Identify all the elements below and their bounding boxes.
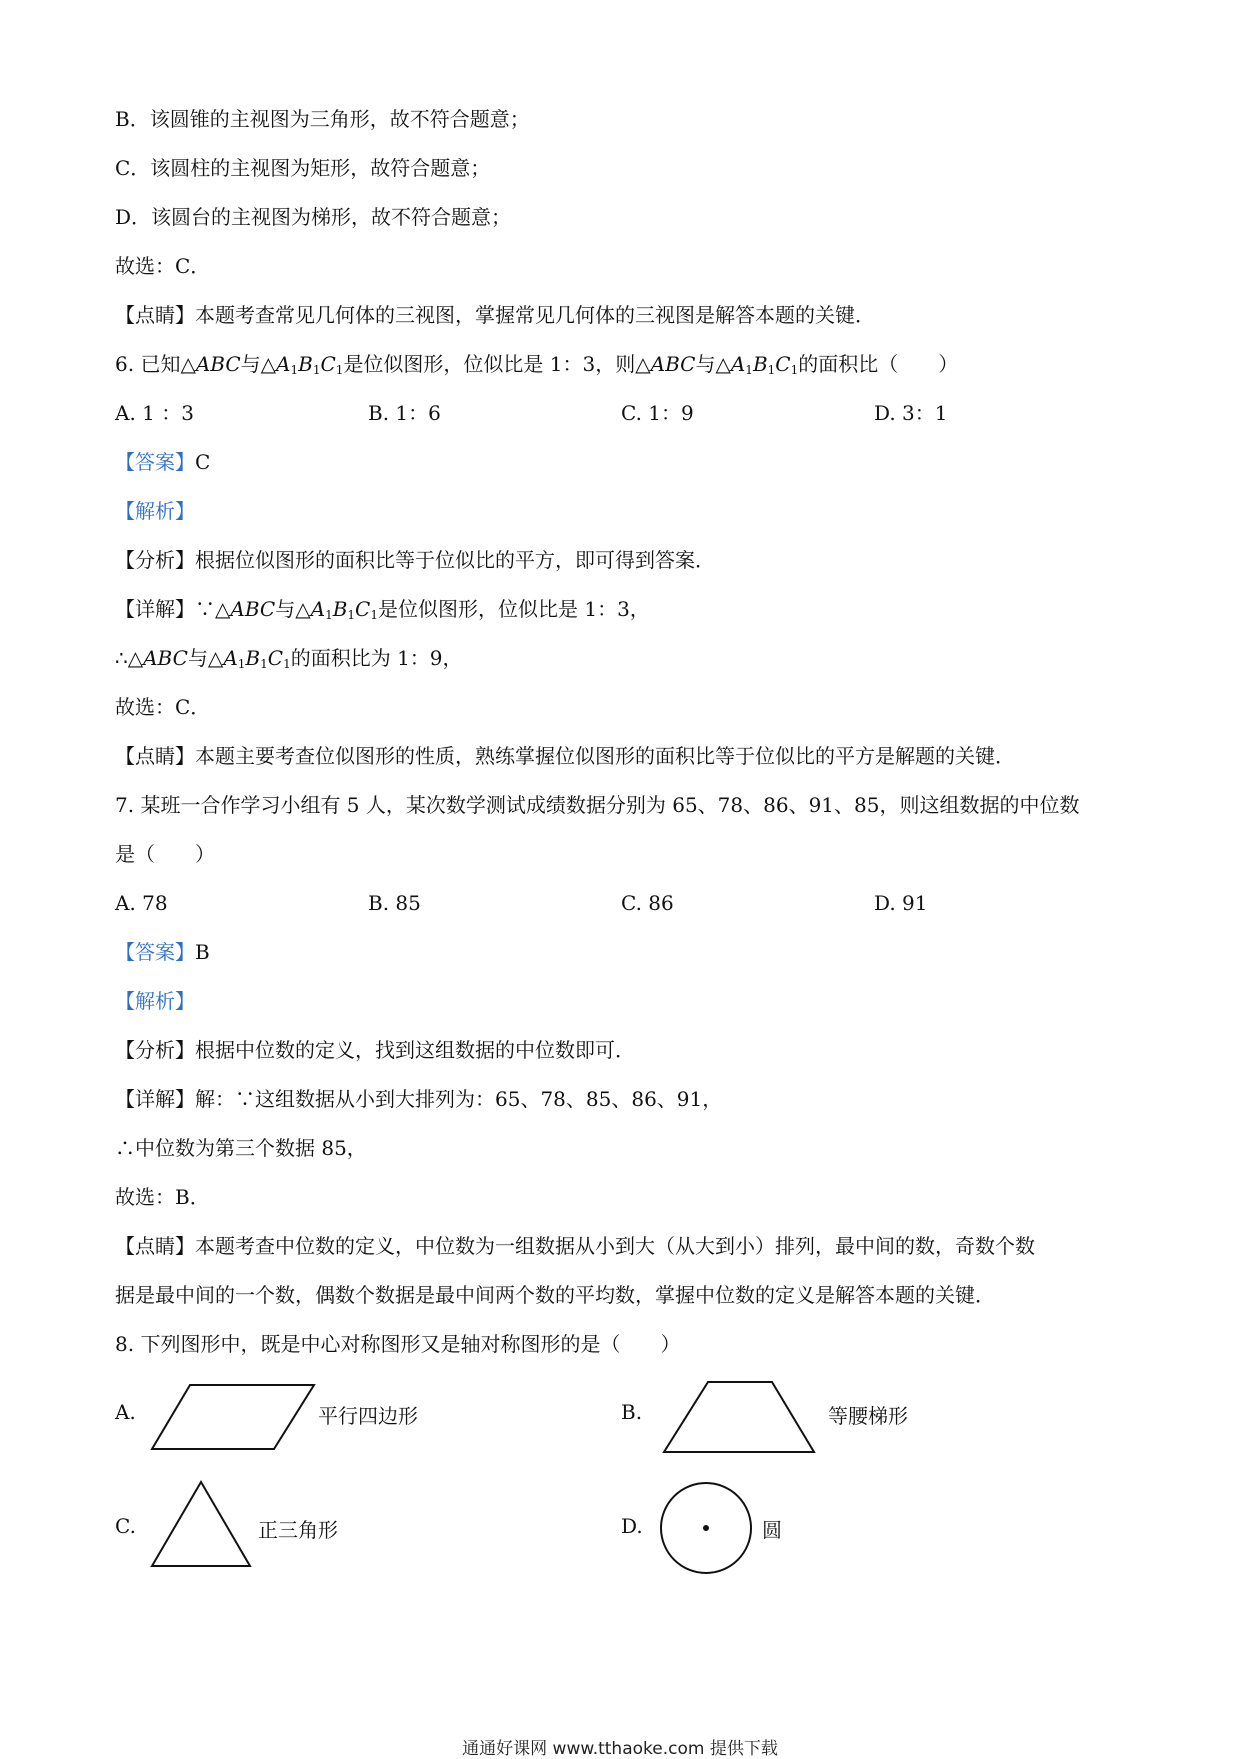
- q7-analysis-label: 【解析】: [115, 989, 195, 1013]
- q7-option-c: C. 86: [621, 891, 674, 915]
- q8-option-a-letter: A.: [115, 1400, 136, 1424]
- equilateral-triangle-figure: [150, 1480, 254, 1570]
- q6-analysis-label: 【解析】: [115, 499, 195, 523]
- q7-comment-line2: 据是最中间的一个数，偶数个数据是最中间两个数的平均数，掌握中位数的定义是解答本题的关键．: [115, 1283, 995, 1307]
- q8-option-b-letter: B.: [621, 1400, 643, 1424]
- q7-option-b: B. 85: [368, 891, 421, 915]
- q8-option-c-letter: C.: [115, 1514, 136, 1538]
- page-footer: 通通好课网 www.tthaoke.com 提供下载: [462, 1739, 778, 1759]
- q7-stem-line2: 是（ ）: [115, 842, 215, 866]
- q8-option-d-letter: D.: [621, 1514, 643, 1538]
- q7-option-d: D. 91: [874, 891, 928, 915]
- circle-figure: [658, 1480, 754, 1576]
- q7-analysis: 【分析】根据中位数的定义，找到这组数据的中位数即可．: [115, 1038, 635, 1062]
- q5-option-b-explanation: B．该圆锥的主视图为三角形，故不符合题意；: [115, 107, 530, 131]
- q7-therefore: ∴中位数为第三个数据 85，: [115, 1136, 367, 1160]
- q6-choice: 故选：C．: [115, 695, 211, 719]
- q6-detail: 【详解】∵△ABC与$\triangle A_1B_1C_1$是位似图形，位似比是 1：3，: [115, 597, 650, 622]
- isosceles-trapezoid-figure: [662, 1380, 818, 1456]
- q7-comment-line1: 【点睛】本题考查中位数的定义，中位数为一组数据从小到大（从大到小）排列，最中间的数，奇数个数: [115, 1234, 1035, 1258]
- q7-answer: 【答案】B: [115, 940, 210, 964]
- q6-analysis: 【分析】根据位似图形的面积比等于位似比的平方，即可得到答案．: [115, 548, 715, 572]
- q6-answer: 【答案】C: [115, 450, 211, 474]
- q6-stem: 6. 已知△ABC与$\triangle A_1B_1C_1$是位似图形，位似比是 1：3，则△ABC与$\triangle A_1B_1C_1$的面积比（ ）: [115, 352, 959, 377]
- q7-detail: 【详解】解：∵这组数据从小到大排列为：65、78、85、86、91，: [115, 1087, 723, 1111]
- q7-stem-line1: 7. 某班一合作学习小组有 5 人，某次数学测试成绩数据分别为 65、78、86、91、85，则这组数据的中位数: [115, 793, 1080, 817]
- q6-option-d: D. 3：1: [874, 401, 948, 425]
- q8-option-a-label: 平行四边形: [318, 1404, 418, 1428]
- q6-option-a: A. 1 ：3: [115, 401, 194, 425]
- q5-choice: 故选：C．: [115, 254, 211, 278]
- q6-therefore: ∴△ABC与$\triangle A_1B_1C_1$的面积比为 1：9，: [115, 646, 463, 671]
- q6-comment: 【点睛】本题主要考查位似图形的性质，熟练掌握位似图形的面积比等于位似比的平方是解题的关键．: [115, 744, 1015, 768]
- q5-option-c-explanation: C．该圆柱的主视图为矩形，故符合题意；: [115, 156, 491, 180]
- q8-option-b-label: 等腰梯形: [828, 1404, 908, 1428]
- q6-option-c: C. 1：9: [621, 401, 694, 425]
- q8-stem: 8. 下列图形中，既是中心对称图形又是轴对称图形的是（ ）: [115, 1332, 681, 1356]
- q6-option-b: B. 1：6: [368, 401, 441, 425]
- parallelogram-figure: [150, 1383, 320, 1453]
- q8-option-c-label: 正三角形: [258, 1518, 338, 1542]
- q5-comment: 【点睛】本题考查常见几何体的三视图，掌握常见几何体的三视图是解答本题的关键．: [115, 303, 875, 327]
- q7-choice: 故选：B．: [115, 1185, 210, 1209]
- q8-option-d-label: 圆: [762, 1518, 782, 1542]
- q7-option-a: A. 78: [115, 891, 168, 915]
- q5-option-d-explanation: D．该圆台的主视图为梯形，故不符合题意；: [115, 205, 512, 229]
